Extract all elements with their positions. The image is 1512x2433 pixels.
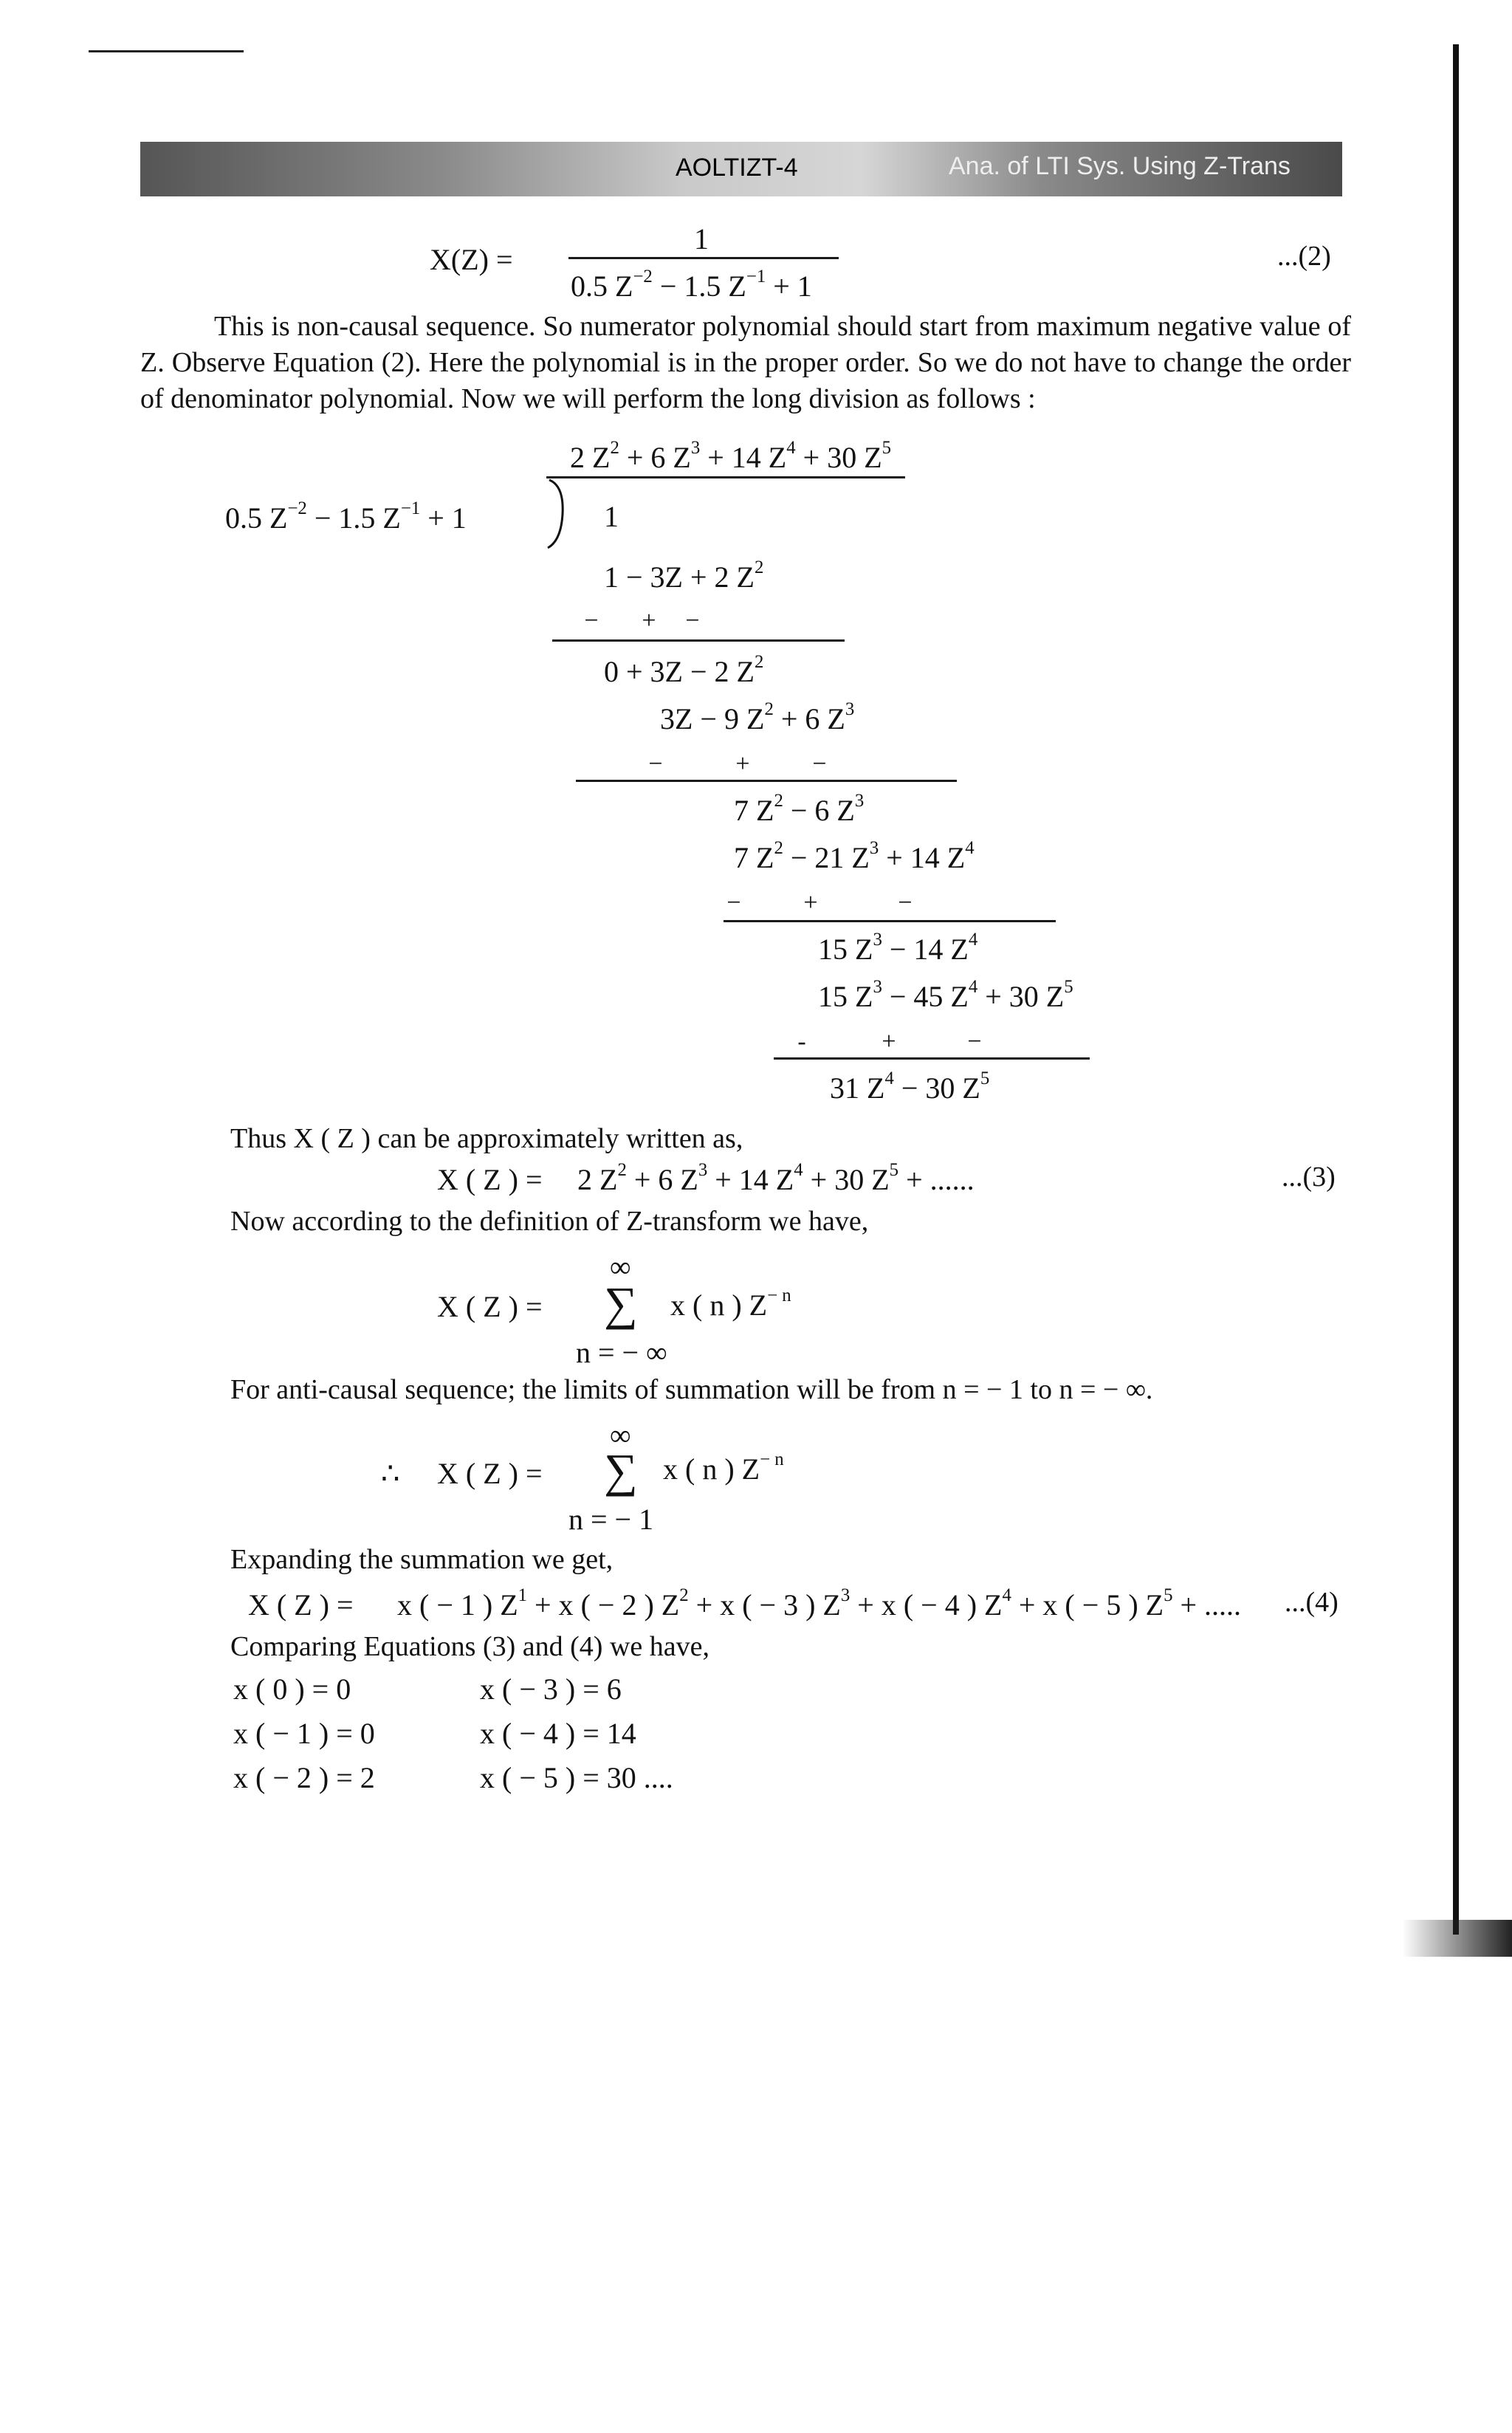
division-divisor: 0.5 $Z^{-2} - 1.5$ $Z^{-1} + 1$ [225, 498, 467, 535]
sign: − [726, 889, 741, 916]
line-definition: Now according to the definition of Z-transform we have, [230, 1206, 869, 1237]
eq3-lhs: X ( Z ) = [437, 1163, 543, 1196]
eq4-lhs: X ( Z ) = [248, 1588, 354, 1622]
division-step1: 1 − 3Z + 2 $Z^2$ [604, 557, 764, 594]
header-title: AOLTIZT-4 [676, 154, 798, 182]
sum2-sigma: ∑ [604, 1444, 638, 1497]
sign: − [967, 1028, 982, 1055]
header-chapter: Ana. of LTI Sys. Using Z-Trans [949, 152, 1291, 180]
division-remainder1: 0 + 3Z − 2 $Z^2$ [604, 652, 764, 688]
sum2-lower-limit: n = − 1 [568, 1503, 654, 1536]
division-top-bar [546, 476, 905, 478]
sum1-lower-limit: n = − ∞ [576, 1336, 667, 1369]
sign: + [803, 889, 818, 916]
eq2-denominator: 0.5 $Z^{-2} - 1.5$ $Z^{-1} + 1$ [571, 267, 812, 303]
sign: + [642, 607, 656, 634]
division-step2: 3Z − 9 $Z^2 + 6$ $Z^3$ [660, 699, 855, 735]
result-left-1: x ( − 1 ) = 0 [233, 1717, 375, 1750]
result-left-2: x ( − 2 ) = 2 [233, 1761, 375, 1794]
division-bar2 [576, 780, 957, 782]
sum2-lhs: X ( Z ) = [437, 1457, 543, 1490]
division-dividend: 1 [604, 500, 619, 533]
eq3-tag: ...(3) [1282, 1161, 1336, 1193]
sign: − [584, 607, 599, 634]
line-comparing: Comparing Equations (3) and (4) we have, [230, 1631, 709, 1662]
division-bar4 [774, 1057, 1090, 1060]
paragraph-intro: This is non-causal sequence. So numerator polynomial should start from maximum negative value of Z. Observe Equation (2). Here the polynomial is in the proper order. So we do not have to change the order of denominator polynomial. Now we will perform the long division as follows : [140, 311, 1351, 414]
sum1-term: x ( n ) $Z^{- n}$ [670, 1286, 791, 1322]
result-right-0: x ( − 3 ) = 6 [480, 1672, 622, 1706]
division-bar3 [724, 920, 1056, 922]
division-bracket [545, 478, 567, 549]
sign: − [898, 889, 913, 916]
eq4-rhs: x ( − 1 ) $Z^1 + x$ ( − 2 ) $Z^2 + x$ ( − 3 ) $Z^3 + x$ ( − 4 ) $Z^4 + x$ ( − 5 ) $Z^5$ + ..... [397, 1585, 1242, 1622]
line-expanding: Expanding the summation we get, [230, 1544, 614, 1575]
sign: - [797, 1028, 806, 1055]
eq2-fraction-bar [568, 257, 839, 259]
right-binding-foot [1403, 1920, 1512, 1957]
sign: + [735, 750, 750, 778]
right-binding-edge [1453, 44, 1459, 1935]
result-right-2: x ( − 5 ) = 30 .... [480, 1761, 673, 1794]
eq2-lhs: X(Z) = [430, 243, 513, 276]
sum2-term: x ( n ) $Z^{- n}$ [663, 1449, 784, 1486]
division-bar1 [552, 639, 845, 642]
eq2-numerator: 1 [694, 222, 709, 255]
sum2-upper-limit: ∞ [610, 1418, 631, 1452]
sign: − [648, 750, 663, 778]
result-left-0: x ( 0 ) = 0 [233, 1672, 351, 1706]
division-remainder3: 15 $Z^3 - 14$ $Z^4$ [818, 930, 978, 966]
line-thus: Thus X ( Z ) can be approximately written as, [230, 1123, 743, 1154]
eq4-tag: ...(4) [1285, 1587, 1339, 1618]
result-right-1: x ( − 4 ) = 14 [480, 1717, 636, 1750]
line-anticausal: For anti-causal sequence; the limits of summation will be from n = − 1 to n = − ∞. [230, 1374, 1153, 1405]
sign: + [882, 1028, 896, 1055]
division-quotient: 2 $Z^2 + 6$ $Z^3 + 14$ $Z^4 + 30$ $Z^5$ [570, 438, 892, 474]
division-step4: 15 $Z^3 - 45$ $Z^4 + 30$ $Z^5$ [818, 977, 1073, 1013]
eq3-rhs: 2 $Z^2 + 6$ $Z^3 + 14$ $Z^4 + 30$ $Z^5$ + ...... [577, 1160, 975, 1196]
sum1-sigma: ∑ [604, 1277, 638, 1330]
sum1-upper-limit: ∞ [610, 1250, 631, 1283]
division-remainder2: 7 $Z^2 - 6$ $Z^3$ [734, 791, 865, 827]
therefore-symbol: ∴ [381, 1457, 400, 1490]
eq2-tag: ...(2) [1277, 241, 1331, 272]
sign: − [812, 750, 827, 778]
top-left-rule [89, 50, 244, 52]
sum1-lhs: X ( Z ) = [437, 1290, 543, 1323]
division-remainder4: 31 $Z^4 - 30$ $Z^5$ [830, 1068, 990, 1105]
division-step3: 7 $Z^2 - 21$ $Z^3 + 14$ $Z^4$ [734, 838, 975, 874]
sign: − [685, 607, 700, 634]
